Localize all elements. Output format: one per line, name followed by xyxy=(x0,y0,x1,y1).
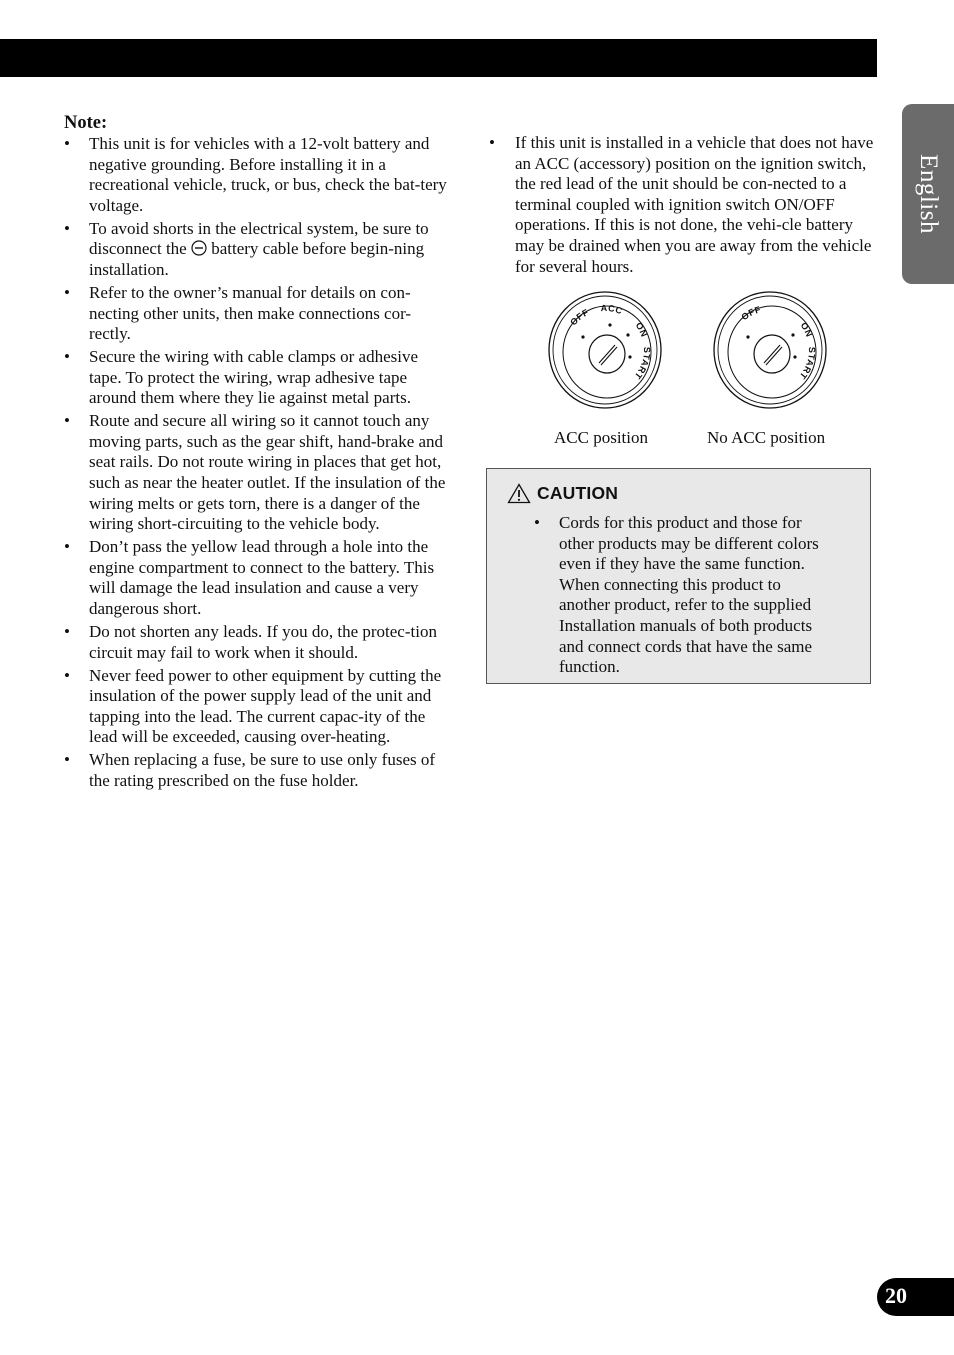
language-tab xyxy=(902,104,954,284)
header-bar xyxy=(0,39,877,77)
ignition-switch-acc-diagram xyxy=(546,291,664,409)
acc-column xyxy=(489,133,879,461)
page-number-tab xyxy=(877,1278,954,1316)
ignition-switch-no-acc-diagram xyxy=(711,291,829,409)
caution-item: • Cords for this product and those for other products may be different colors even if they have the same function. When connecting this product to another product, refer to the supplied Installation manuals of both products and connect cords that have the same function. xyxy=(534,513,819,677)
acc-list xyxy=(489,133,879,277)
dial-start-label: START xyxy=(632,347,653,382)
caution-header xyxy=(507,483,618,504)
note-item: • This unit is for vehicles with a 12-volt battery and negative grounding. Before installing it in a recreational vehicle, truck, or bus, check the bat-tery voltage. xyxy=(64,134,447,215)
ignition-figure xyxy=(489,291,879,461)
notes-column xyxy=(64,112,452,794)
acc-note-item: • If this unit is installed in a vehicle that does not have an ACC (accessory) position on the ignition switch, the red lead of the unit should be con-nected to a terminal coupled with ignition switch ON/OFF operations. If this is not done, the vehi-cle battery may be drained when you are away from the vehicle for several hours. xyxy=(489,133,874,276)
minus-terminal-icon xyxy=(191,240,207,256)
caution-list xyxy=(534,513,834,680)
note-item: • Don’t pass the yellow lead through a hole into the engine compartment to connect to the battery. This will damage the lead insulation and cause a very dangerous short. xyxy=(64,537,435,619)
dial-on-label: ON xyxy=(798,320,815,339)
caution-label: CAUTION xyxy=(537,483,619,503)
dial-off-label: OFF xyxy=(739,304,763,323)
warning-triangle-icon xyxy=(507,483,531,504)
note-item: • When replacing a fuse, be sure to use only fuses of the rating prescribed on the fuse holder. xyxy=(64,750,436,790)
notes-title: Note: xyxy=(64,113,108,133)
note-item: • Secure the wiring with cable clamps or adhesive tape. To protect the wiring, wrap adhesive tape around them where they lie against metal parts. xyxy=(64,347,419,408)
note-item: • Refer to the owner’s manual for details on con-necting other units, then make connections cor-rectly. xyxy=(64,282,412,344)
note-item: • To avoid shorts in the electrical system, be sure to disconnect the battery cable before begin-ning installation. xyxy=(64,218,429,279)
dial-acc-label: ACC xyxy=(600,303,624,317)
no-acc-position-caption: No ACC position xyxy=(707,428,826,448)
notes-list xyxy=(64,134,452,792)
dial-off-label: OFF xyxy=(568,307,591,328)
page-number: 20 xyxy=(885,1283,907,1308)
dial-on-label: ON xyxy=(633,320,650,339)
note-item: • Route and secure all wiring so it cannot touch any moving parts, such as the gear shift, hand-brake and seat rails. Do not route wiring in places that get hot, such as near the heater outlet. If the insulation of the wiring melts or gets torn, there is a danger of the wiring short-circuiting to the vehicle body. xyxy=(64,411,446,534)
caution-box xyxy=(486,468,871,684)
language-tab-label: English xyxy=(915,154,942,234)
acc-position-caption: ACC position xyxy=(554,428,648,448)
note-item: • Do not shorten any leads. If you do, the protec-tion circuit may fail to work when it should. xyxy=(64,622,437,662)
note-item: • Never feed power to other equipment by cutting the insulation of the power supply lead of the unit and tapping into the lead. The current capac-ity of the lead will be exceeded, causing over-heating. xyxy=(64,665,442,747)
dial-start-label: START xyxy=(797,347,818,382)
